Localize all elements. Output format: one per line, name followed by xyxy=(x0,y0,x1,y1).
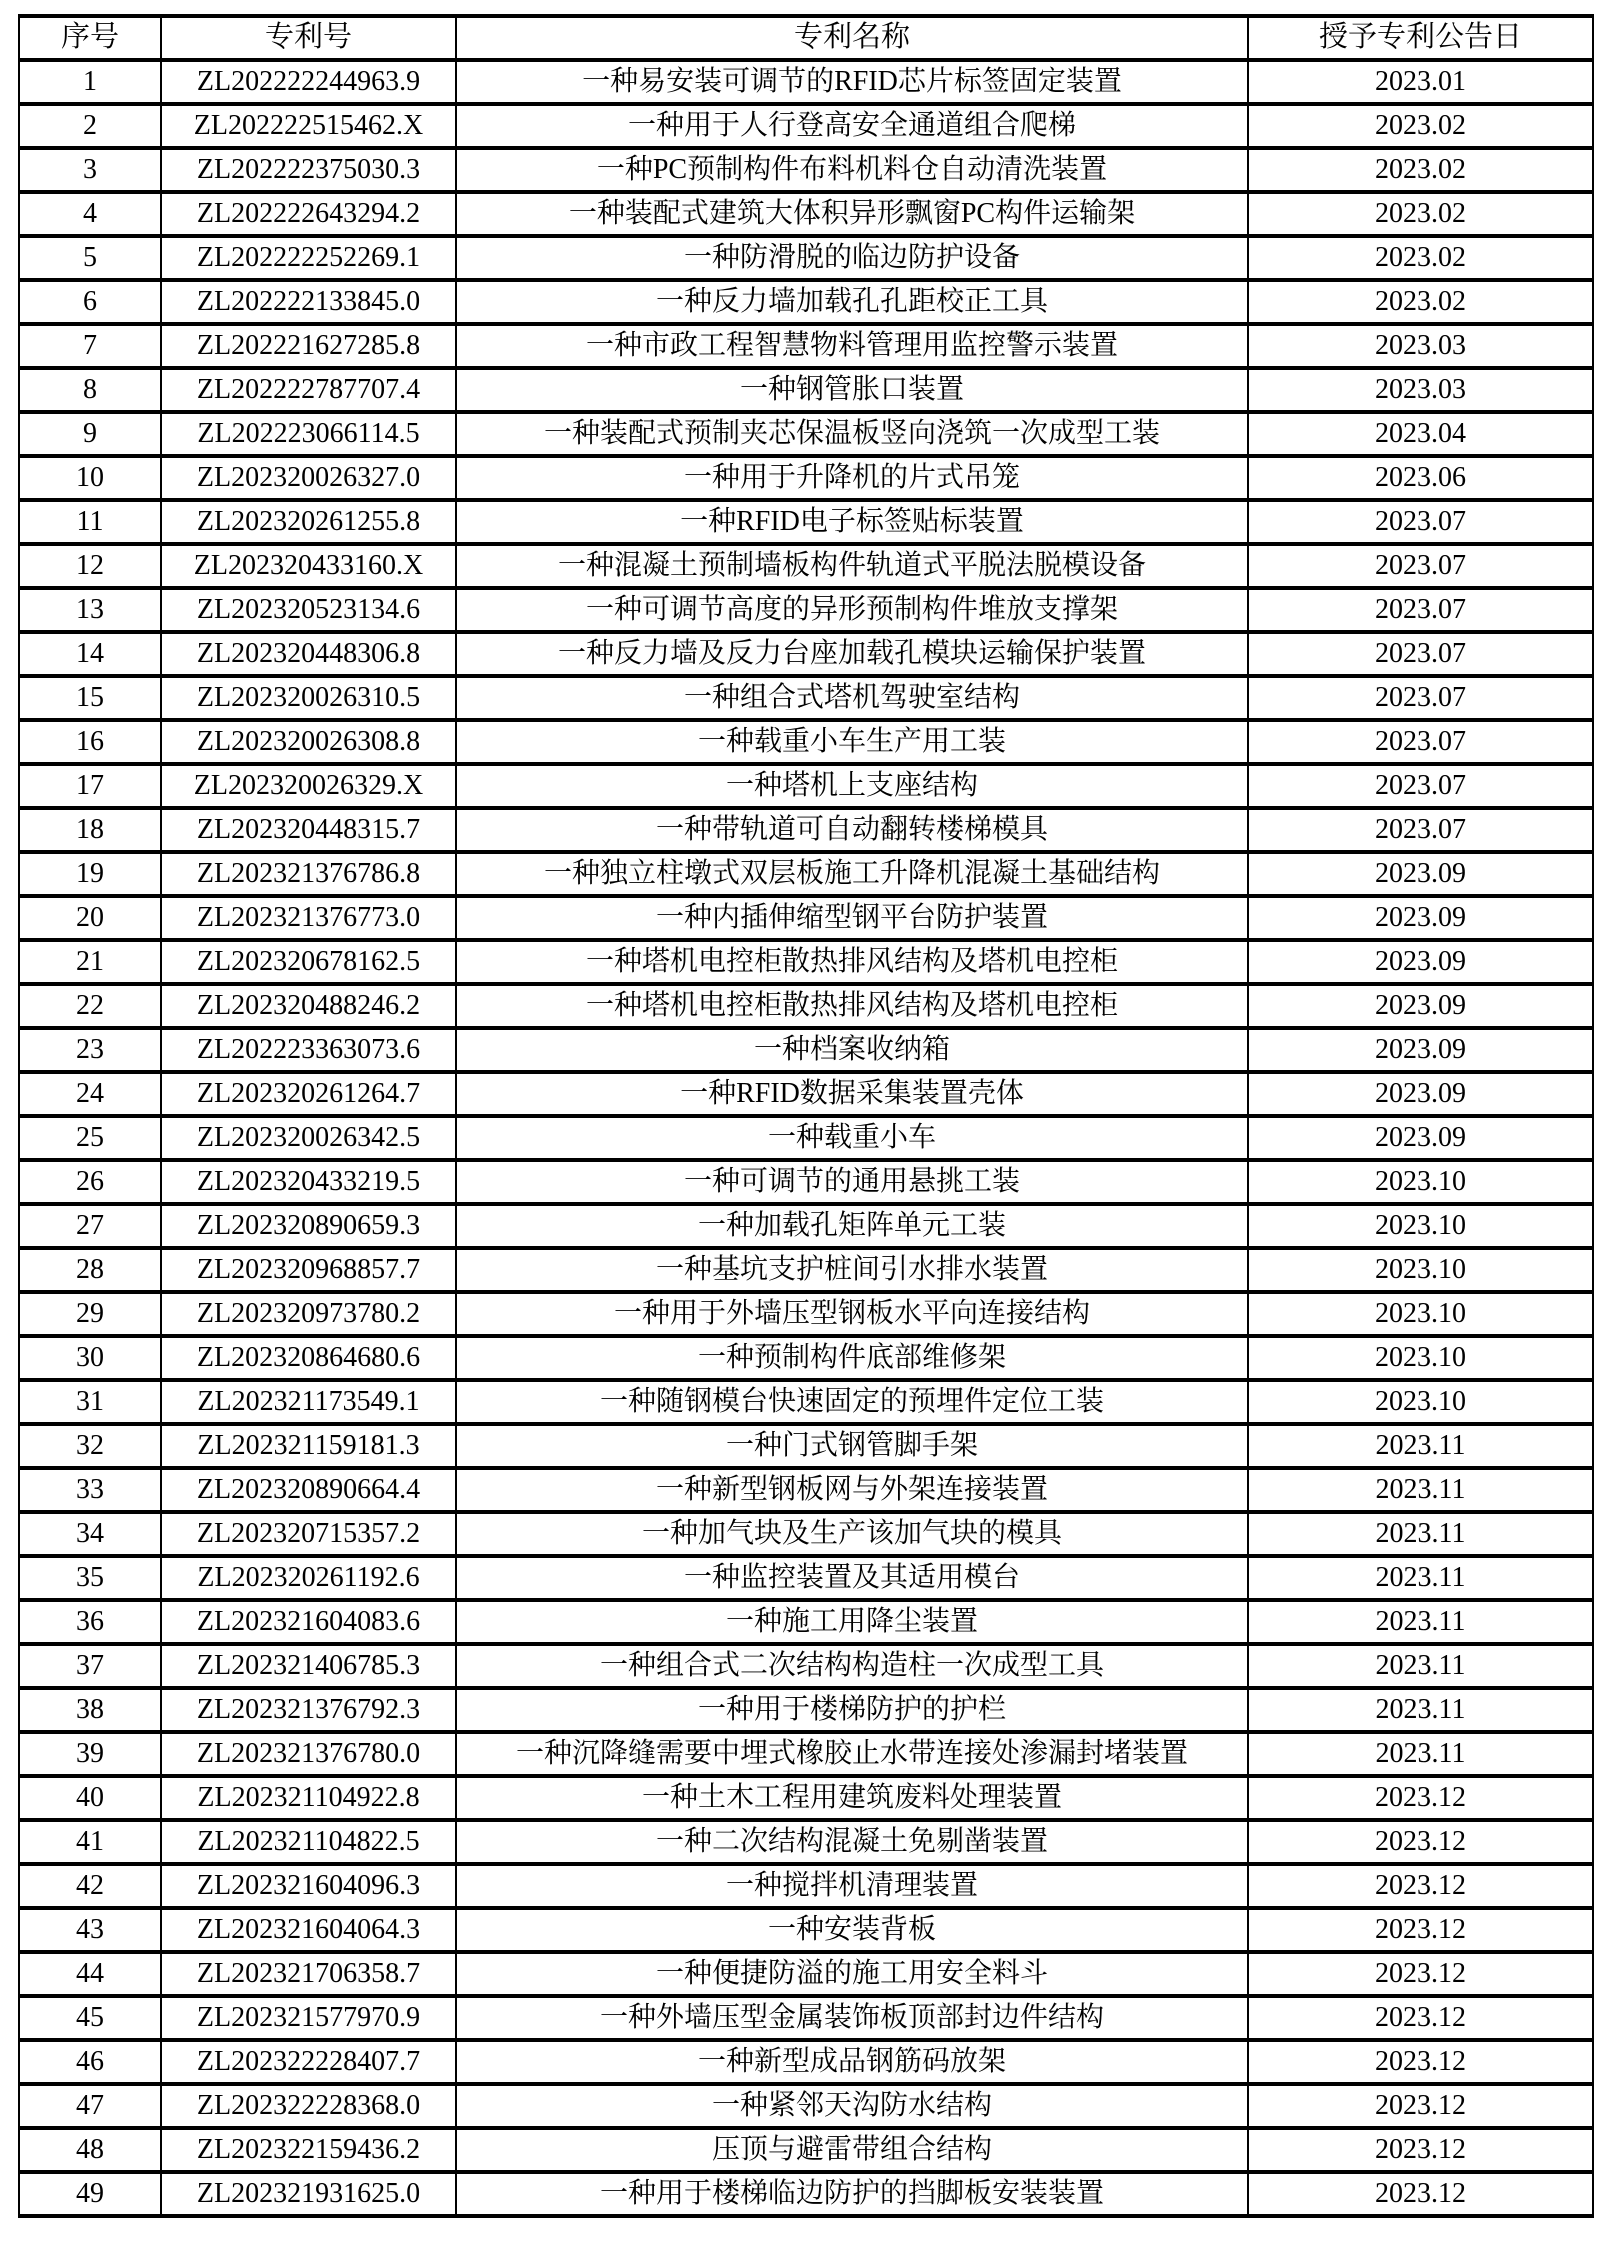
cell-grant-date: 2023.07 xyxy=(1248,808,1593,852)
cell-patent-number: ZL202322228368.0 xyxy=(161,2084,456,2128)
column-header-patent-number: 专利号 xyxy=(161,16,456,60)
cell-patent-number: ZL202320890664.4 xyxy=(161,1468,456,1512)
cell-patent-number: ZL202320448315.7 xyxy=(161,808,456,852)
cell-serial: 43 xyxy=(19,1908,161,1952)
cell-patent-number: ZL202320488246.2 xyxy=(161,984,456,1028)
cell-grant-date: 2023.02 xyxy=(1248,280,1593,324)
cell-grant-date: 2023.10 xyxy=(1248,1160,1593,1204)
cell-grant-date: 2023.12 xyxy=(1248,1996,1593,2040)
cell-patent-name: 一种土木工程用建筑废料处理装置 xyxy=(456,1776,1248,1820)
cell-patent-name: 一种装配式建筑大体积异形飘窗PC构件运输架 xyxy=(456,192,1248,236)
table-row xyxy=(19,1028,1593,1072)
cell-patent-number: ZL202321376786.8 xyxy=(161,852,456,896)
cell-patent-number: ZL202321604083.6 xyxy=(161,1600,456,1644)
cell-grant-date: 2023.07 xyxy=(1248,676,1593,720)
cell-grant-date: 2023.10 xyxy=(1248,1292,1593,1336)
cell-grant-date: 2023.07 xyxy=(1248,632,1593,676)
cell-grant-date: 2023.11 xyxy=(1248,1512,1593,1556)
cell-patent-number: ZL202320261192.6 xyxy=(161,1556,456,1600)
cell-patent-name: 一种PC预制构件布料机料仓自动清洗装置 xyxy=(456,148,1248,192)
cell-patent-number: ZL202222787707.4 xyxy=(161,368,456,412)
cell-serial: 27 xyxy=(19,1204,161,1248)
cell-patent-name: 一种混凝土预制墙板构件轨道式平脱法脱模设备 xyxy=(456,544,1248,588)
cell-patent-name: 一种施工用降尘装置 xyxy=(456,1600,1248,1644)
cell-serial: 1 xyxy=(19,60,161,104)
cell-patent-name: 一种载重小车生产用工装 xyxy=(456,720,1248,764)
cell-patent-name: 一种预制构件底部维修架 xyxy=(456,1336,1248,1380)
cell-patent-number: ZL202320864680.6 xyxy=(161,1336,456,1380)
cell-patent-name: 一种搅拌机清理装置 xyxy=(456,1864,1248,1908)
cell-grant-date: 2023.07 xyxy=(1248,500,1593,544)
cell-serial: 29 xyxy=(19,1292,161,1336)
cell-patent-number: ZL202222133845.0 xyxy=(161,280,456,324)
cell-patent-name: 一种基坑支护桩间引水排水装置 xyxy=(456,1248,1248,1292)
cell-grant-date: 2023.09 xyxy=(1248,852,1593,896)
cell-grant-date: 2023.12 xyxy=(1248,1776,1593,1820)
cell-patent-name: 一种反力墙及反力台座加载孔模块运输保护装置 xyxy=(456,632,1248,676)
cell-patent-number: ZL202321159181.3 xyxy=(161,1424,456,1468)
cell-patent-name: 一种紧邻天沟防水结构 xyxy=(456,2084,1248,2128)
cell-serial: 5 xyxy=(19,236,161,280)
table-row xyxy=(19,236,1593,280)
cell-grant-date: 2023.09 xyxy=(1248,1028,1593,1072)
table-row xyxy=(19,588,1593,632)
cell-serial: 7 xyxy=(19,324,161,368)
cell-patent-name: 一种加载孔矩阵单元工装 xyxy=(456,1204,1248,1248)
cell-patent-number: ZL202320973780.2 xyxy=(161,1292,456,1336)
cell-patent-number: ZL202221627285.8 xyxy=(161,324,456,368)
table-row xyxy=(19,2084,1593,2128)
table-row xyxy=(19,1864,1593,1908)
cell-patent-name: 一种用于升降机的片式吊笼 xyxy=(456,456,1248,500)
cell-grant-date: 2023.10 xyxy=(1248,1248,1593,1292)
cell-serial: 14 xyxy=(19,632,161,676)
cell-grant-date: 2023.09 xyxy=(1248,1072,1593,1116)
table-row xyxy=(19,2128,1593,2172)
cell-patent-number: ZL202321376780.0 xyxy=(161,1732,456,1776)
cell-serial: 18 xyxy=(19,808,161,852)
table-row xyxy=(19,1512,1593,1556)
table-row xyxy=(19,368,1593,412)
cell-patent-name: 一种监控装置及其适用模台 xyxy=(456,1556,1248,1600)
table-row xyxy=(19,1380,1593,1424)
cell-grant-date: 2023.12 xyxy=(1248,1864,1593,1908)
cell-patent-number: ZL202320261264.7 xyxy=(161,1072,456,1116)
cell-patent-number: ZL202320026310.5 xyxy=(161,676,456,720)
cell-patent-name: 一种内插伸缩型钢平台防护装置 xyxy=(456,896,1248,940)
cell-patent-number: ZL202320261255.8 xyxy=(161,500,456,544)
table-row xyxy=(19,676,1593,720)
cell-patent-number: ZL202321376773.0 xyxy=(161,896,456,940)
cell-patent-name: 压顶与避雷带组合结构 xyxy=(456,2128,1248,2172)
cell-serial: 22 xyxy=(19,984,161,1028)
cell-serial: 6 xyxy=(19,280,161,324)
cell-grant-date: 2023.12 xyxy=(1248,1820,1593,1864)
cell-serial: 41 xyxy=(19,1820,161,1864)
table-row xyxy=(19,1820,1593,1864)
cell-patent-name: 一种便捷防溢的施工用安全料斗 xyxy=(456,1952,1248,1996)
cell-patent-name: 一种载重小车 xyxy=(456,1116,1248,1160)
cell-patent-number: ZL202321931625.0 xyxy=(161,2172,456,2216)
header-row xyxy=(19,16,1593,60)
cell-grant-date: 2023.12 xyxy=(1248,2084,1593,2128)
cell-patent-name: 一种塔机电控柜散热排风结构及塔机电控柜 xyxy=(456,940,1248,984)
table-row xyxy=(19,1600,1593,1644)
cell-patent-number: ZL202321406785.3 xyxy=(161,1644,456,1688)
table-row xyxy=(19,632,1593,676)
column-header-serial: 序号 xyxy=(19,16,161,60)
table-row xyxy=(19,808,1593,852)
cell-serial: 20 xyxy=(19,896,161,940)
cell-serial: 47 xyxy=(19,2084,161,2128)
cell-serial: 13 xyxy=(19,588,161,632)
cell-patent-name: 一种可调节的通用悬挑工装 xyxy=(456,1160,1248,1204)
table-row xyxy=(19,544,1593,588)
cell-serial: 38 xyxy=(19,1688,161,1732)
table-row xyxy=(19,456,1593,500)
table-row xyxy=(19,1688,1593,1732)
cell-grant-date: 2023.12 xyxy=(1248,1908,1593,1952)
table-row xyxy=(19,1468,1593,1512)
cell-patent-number: ZL202320523134.6 xyxy=(161,588,456,632)
cell-patent-number: ZL202321577970.9 xyxy=(161,1996,456,2040)
cell-grant-date: 2023.12 xyxy=(1248,2040,1593,2084)
cell-patent-number: ZL202320026308.8 xyxy=(161,720,456,764)
table-row xyxy=(19,1292,1593,1336)
table-row xyxy=(19,1732,1593,1776)
table-row xyxy=(19,1424,1593,1468)
column-header-grant-date: 授予专利公告日 xyxy=(1248,16,1593,60)
cell-patent-number: ZL202222244963.9 xyxy=(161,60,456,104)
table-row xyxy=(19,852,1593,896)
cell-serial: 12 xyxy=(19,544,161,588)
cell-grant-date: 2023.12 xyxy=(1248,1952,1593,1996)
cell-serial: 26 xyxy=(19,1160,161,1204)
cell-serial: 48 xyxy=(19,2128,161,2172)
cell-serial: 9 xyxy=(19,412,161,456)
cell-patent-name: 一种防滑脱的临边防护设备 xyxy=(456,236,1248,280)
cell-patent-name: 一种组合式塔机驾驶室结构 xyxy=(456,676,1248,720)
cell-serial: 35 xyxy=(19,1556,161,1600)
cell-patent-name: 一种用于楼梯临边防护的挡脚板安装装置 xyxy=(456,2172,1248,2216)
cell-patent-name: 一种随钢模台快速固定的预埋件定位工装 xyxy=(456,1380,1248,1424)
cell-serial: 16 xyxy=(19,720,161,764)
cell-patent-number: ZL202321104922.8 xyxy=(161,1776,456,1820)
table-row xyxy=(19,60,1593,104)
cell-grant-date: 2023.02 xyxy=(1248,148,1593,192)
table-row xyxy=(19,412,1593,456)
cell-patent-name: 一种钢管胀口装置 xyxy=(456,368,1248,412)
cell-patent-name: 一种反力墙加载孔孔距校正工具 xyxy=(456,280,1248,324)
cell-patent-number: ZL202320678162.5 xyxy=(161,940,456,984)
cell-serial: 3 xyxy=(19,148,161,192)
cell-grant-date: 2023.12 xyxy=(1248,2172,1593,2216)
cell-grant-date: 2023.04 xyxy=(1248,412,1593,456)
cell-patent-number: ZL202321604096.3 xyxy=(161,1864,456,1908)
cell-patent-name: 一种RFID电子标签贴标装置 xyxy=(456,500,1248,544)
cell-patent-number: ZL202322228407.7 xyxy=(161,2040,456,2084)
cell-grant-date: 2023.07 xyxy=(1248,588,1593,632)
table-row xyxy=(19,2040,1593,2084)
cell-patent-name: 一种市政工程智慧物料管理用监控警示装置 xyxy=(456,324,1248,368)
cell-grant-date: 2023.11 xyxy=(1248,1556,1593,1600)
cell-patent-number: ZL202222252269.1 xyxy=(161,236,456,280)
table-row xyxy=(19,324,1593,368)
table-row xyxy=(19,1160,1593,1204)
cell-serial: 8 xyxy=(19,368,161,412)
cell-patent-name: 一种门式钢管脚手架 xyxy=(456,1424,1248,1468)
cell-patent-name: 一种易安装可调节的RFID芯片标签固定装置 xyxy=(456,60,1248,104)
cell-grant-date: 2023.10 xyxy=(1248,1336,1593,1380)
cell-patent-number: ZL202322159436.2 xyxy=(161,2128,456,2172)
cell-serial: 19 xyxy=(19,852,161,896)
cell-serial: 21 xyxy=(19,940,161,984)
cell-serial: 31 xyxy=(19,1380,161,1424)
cell-serial: 17 xyxy=(19,764,161,808)
cell-grant-date: 2023.09 xyxy=(1248,984,1593,1028)
cell-serial: 37 xyxy=(19,1644,161,1688)
cell-patent-name: 一种带轨道可自动翻转楼梯模具 xyxy=(456,808,1248,852)
table-row xyxy=(19,764,1593,808)
table-row xyxy=(19,148,1593,192)
table-row xyxy=(19,1996,1593,2040)
cell-patent-name: 一种用于外墙压型钢板水平向连接结构 xyxy=(456,1292,1248,1336)
cell-serial: 2 xyxy=(19,104,161,148)
cell-patent-name: 一种塔机电控柜散热排风结构及塔机电控柜 xyxy=(456,984,1248,1028)
cell-serial: 44 xyxy=(19,1952,161,1996)
cell-serial: 32 xyxy=(19,1424,161,1468)
cell-patent-name: 一种可调节高度的异形预制构件堆放支撑架 xyxy=(456,588,1248,632)
cell-patent-name: 一种塔机上支座结构 xyxy=(456,764,1248,808)
cell-serial: 34 xyxy=(19,1512,161,1556)
cell-grant-date: 2023.10 xyxy=(1248,1204,1593,1248)
cell-patent-name: 一种独立柱墩式双层板施工升降机混凝土基础结构 xyxy=(456,852,1248,896)
table-body xyxy=(19,60,1593,2216)
table-row xyxy=(19,280,1593,324)
patent-table xyxy=(18,14,1594,2218)
cell-serial: 24 xyxy=(19,1072,161,1116)
cell-patent-number: ZL202320890659.3 xyxy=(161,1204,456,1248)
cell-patent-name: 一种用于楼梯防护的护栏 xyxy=(456,1688,1248,1732)
cell-patent-name: 一种用于人行登高安全通道组合爬梯 xyxy=(456,104,1248,148)
cell-grant-date: 2023.10 xyxy=(1248,1380,1593,1424)
cell-grant-date: 2023.12 xyxy=(1248,2128,1593,2172)
cell-patent-number: ZL202222375030.3 xyxy=(161,148,456,192)
cell-patent-number: ZL202223066114.5 xyxy=(161,412,456,456)
cell-patent-number: ZL202320448306.8 xyxy=(161,632,456,676)
cell-serial: 4 xyxy=(19,192,161,236)
cell-patent-name: 一种加气块及生产该加气块的模具 xyxy=(456,1512,1248,1556)
cell-serial: 11 xyxy=(19,500,161,544)
table-row xyxy=(19,940,1593,984)
cell-patent-number: ZL202321173549.1 xyxy=(161,1380,456,1424)
cell-patent-number: ZL202320433219.5 xyxy=(161,1160,456,1204)
column-header-patent-name: 专利名称 xyxy=(456,16,1248,60)
table-row xyxy=(19,1336,1593,1380)
table-row xyxy=(19,2172,1593,2216)
cell-serial: 30 xyxy=(19,1336,161,1380)
table-row xyxy=(19,896,1593,940)
cell-grant-date: 2023.11 xyxy=(1248,1600,1593,1644)
cell-serial: 39 xyxy=(19,1732,161,1776)
cell-patent-number: ZL202320968857.7 xyxy=(161,1248,456,1292)
table-row xyxy=(19,1952,1593,1996)
cell-grant-date: 2023.07 xyxy=(1248,720,1593,764)
table-row xyxy=(19,984,1593,1028)
cell-grant-date: 2023.01 xyxy=(1248,60,1593,104)
cell-serial: 40 xyxy=(19,1776,161,1820)
cell-serial: 42 xyxy=(19,1864,161,1908)
cell-patent-number: ZL202320026329.X xyxy=(161,764,456,808)
table-row xyxy=(19,1248,1593,1292)
cell-patent-name: 一种新型钢板网与外架连接装置 xyxy=(456,1468,1248,1512)
cell-patent-name: 一种二次结构混凝土免剔凿装置 xyxy=(456,1820,1248,1864)
cell-serial: 10 xyxy=(19,456,161,500)
table-row xyxy=(19,1116,1593,1160)
cell-patent-number: ZL202321706358.7 xyxy=(161,1952,456,1996)
cell-grant-date: 2023.11 xyxy=(1248,1424,1593,1468)
cell-patent-number: ZL202320026327.0 xyxy=(161,456,456,500)
cell-grant-date: 2023.07 xyxy=(1248,764,1593,808)
cell-serial: 15 xyxy=(19,676,161,720)
cell-grant-date: 2023.09 xyxy=(1248,896,1593,940)
table-row xyxy=(19,1776,1593,1820)
cell-patent-number: ZL202320433160.X xyxy=(161,544,456,588)
table-row xyxy=(19,500,1593,544)
cell-patent-name: 一种RFID数据采集装置壳体 xyxy=(456,1072,1248,1116)
cell-serial: 28 xyxy=(19,1248,161,1292)
cell-grant-date: 2023.11 xyxy=(1248,1644,1593,1688)
cell-grant-date: 2023.07 xyxy=(1248,544,1593,588)
cell-patent-name: 一种新型成品钢筋码放架 xyxy=(456,2040,1248,2084)
cell-patent-number: ZL202321604064.3 xyxy=(161,1908,456,1952)
cell-patent-name: 一种装配式预制夹芯保温板竖向浇筑一次成型工装 xyxy=(456,412,1248,456)
table-row xyxy=(19,1556,1593,1600)
cell-patent-name: 一种组合式二次结构构造柱一次成型工具 xyxy=(456,1644,1248,1688)
table-row xyxy=(19,1204,1593,1248)
cell-grant-date: 2023.03 xyxy=(1248,324,1593,368)
cell-grant-date: 2023.11 xyxy=(1248,1688,1593,1732)
cell-grant-date: 2023.11 xyxy=(1248,1468,1593,1512)
cell-serial: 46 xyxy=(19,2040,161,2084)
table-row xyxy=(19,1072,1593,1116)
cell-serial: 49 xyxy=(19,2172,161,2216)
cell-grant-date: 2023.09 xyxy=(1248,1116,1593,1160)
cell-grant-date: 2023.06 xyxy=(1248,456,1593,500)
cell-patent-number: ZL202320026342.5 xyxy=(161,1116,456,1160)
cell-serial: 23 xyxy=(19,1028,161,1072)
cell-patent-name: 一种沉降缝需要中埋式橡胶止水带连接处渗漏封堵装置 xyxy=(456,1732,1248,1776)
cell-patent-number: ZL202320715357.2 xyxy=(161,1512,456,1556)
cell-serial: 45 xyxy=(19,1996,161,2040)
table-row xyxy=(19,720,1593,764)
cell-patent-number: ZL202321104822.5 xyxy=(161,1820,456,1864)
cell-patent-name: 一种安装背板 xyxy=(456,1908,1248,1952)
cell-patent-number: ZL202321376792.3 xyxy=(161,1688,456,1732)
cell-serial: 33 xyxy=(19,1468,161,1512)
table-row xyxy=(19,192,1593,236)
cell-serial: 25 xyxy=(19,1116,161,1160)
cell-grant-date: 2023.11 xyxy=(1248,1732,1593,1776)
cell-grant-date: 2023.09 xyxy=(1248,940,1593,984)
table-row xyxy=(19,104,1593,148)
cell-patent-number: ZL202222643294.2 xyxy=(161,192,456,236)
table-row xyxy=(19,1908,1593,1952)
cell-grant-date: 2023.02 xyxy=(1248,192,1593,236)
cell-patent-name: 一种档案收纳箱 xyxy=(456,1028,1248,1072)
cell-patent-number: ZL202223363073.6 xyxy=(161,1028,456,1072)
table-row xyxy=(19,1644,1593,1688)
cell-patent-number: ZL202222515462.X xyxy=(161,104,456,148)
cell-serial: 36 xyxy=(19,1600,161,1644)
cell-grant-date: 2023.02 xyxy=(1248,104,1593,148)
cell-grant-date: 2023.02 xyxy=(1248,236,1593,280)
cell-patent-name: 一种外墙压型金属装饰板顶部封边件结构 xyxy=(456,1996,1248,2040)
cell-grant-date: 2023.03 xyxy=(1248,368,1593,412)
